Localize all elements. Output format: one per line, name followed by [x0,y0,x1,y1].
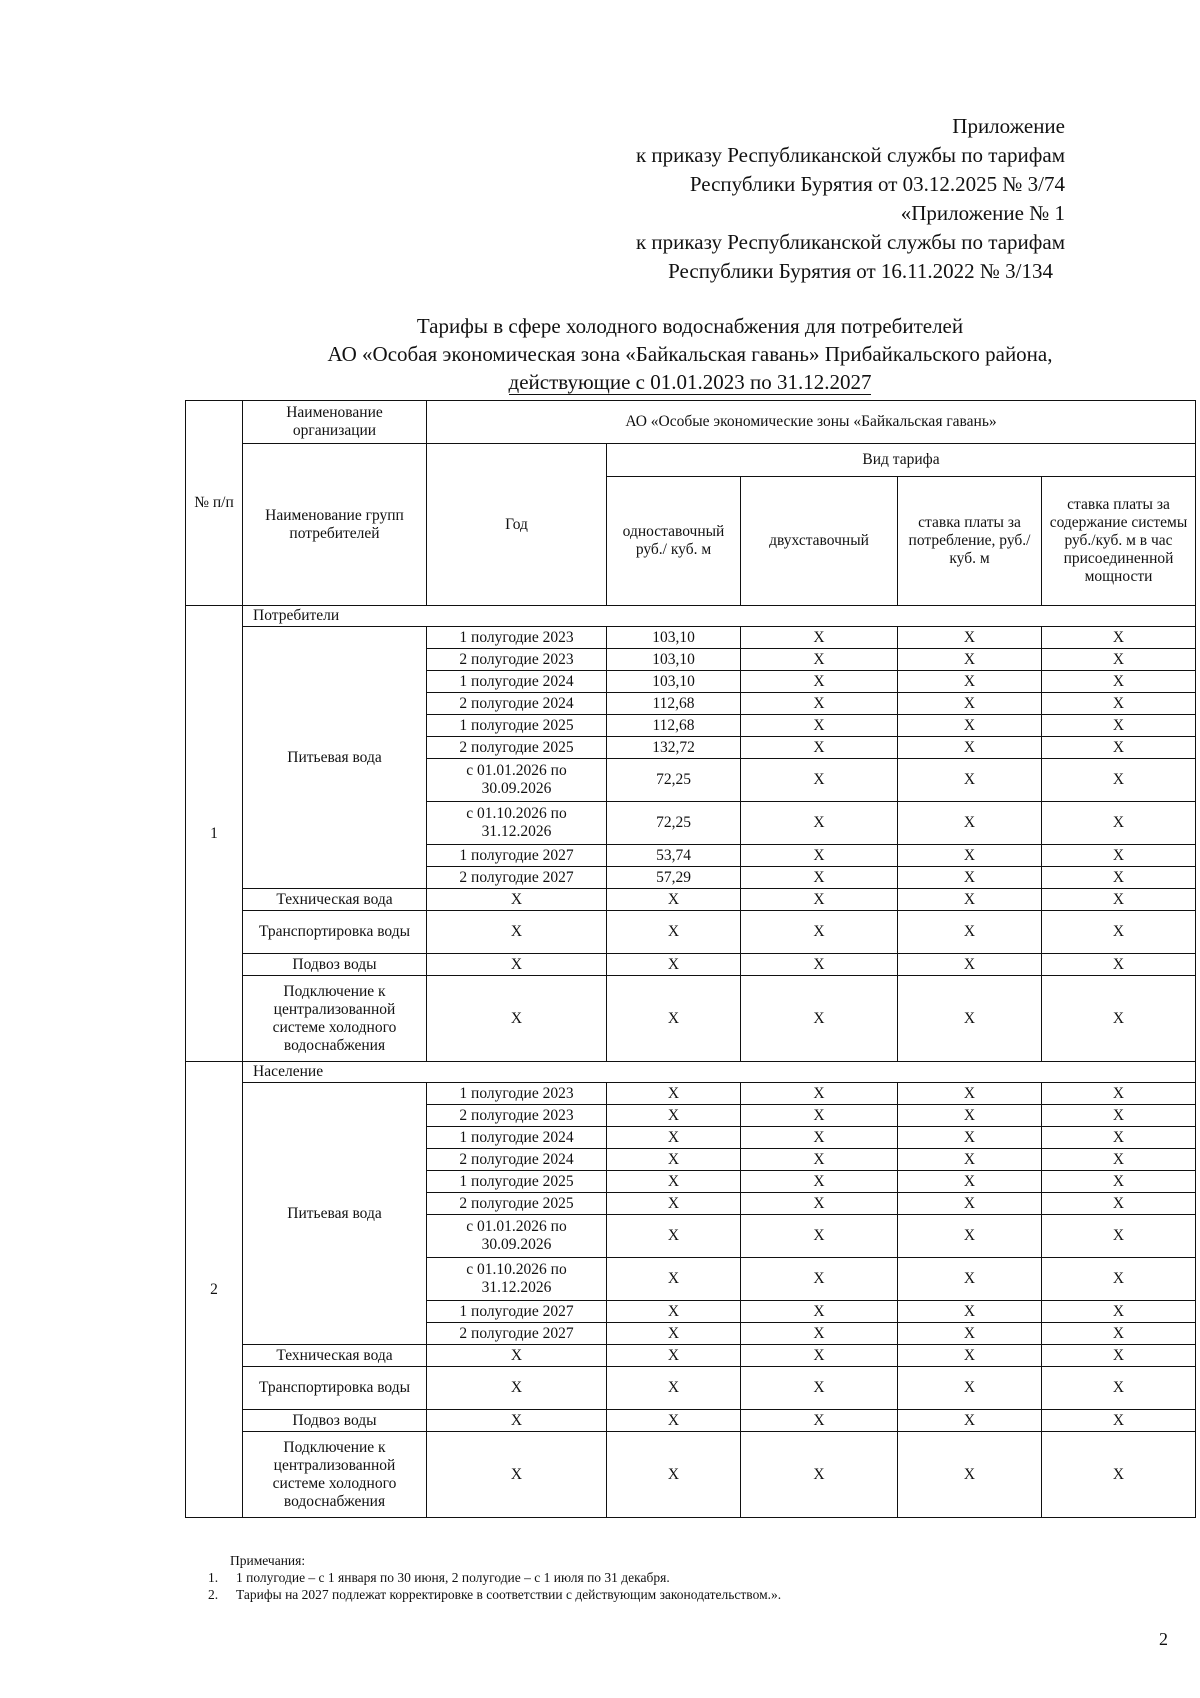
cell-maintenance-rate: X [1042,671,1196,693]
tariff-table [185,400,1196,1518]
cell-two-rate: X [741,1432,898,1518]
cell-single-rate: X [607,1367,741,1410]
cell-consumption-rate: X [898,867,1042,889]
cell-year: 2 полугодие 2025 [427,737,607,759]
cell-consumption-rate: X [898,1105,1042,1127]
cell-single-rate: 53,74 [607,845,741,867]
cell-year: X [427,1345,607,1367]
cell-consumption-rate: X [898,649,1042,671]
document-header [636,112,1065,286]
cell-single-rate: X [607,911,741,954]
cell-single-rate: 72,25 [607,759,741,802]
document-title [185,312,1195,396]
cell-two-rate: X [741,649,898,671]
cell-maintenance-rate: X [1042,1410,1196,1432]
cell-single-rate: X [607,1410,741,1432]
col-header-two-rate: двухставочный [741,477,898,606]
cell-single-rate: X [607,1193,741,1215]
cell-maintenance-rate: X [1042,1171,1196,1193]
cell-maintenance-rate: X [1042,1215,1196,1258]
cell-maintenance-rate: X [1042,1432,1196,1518]
group-name: Подвоз воды [243,954,427,976]
cell-maintenance-rate: X [1042,759,1196,802]
cell-consumption-rate: X [898,671,1042,693]
cell-two-rate: X [741,1345,898,1367]
title-line-2: АО «Особая экономическая зона «Байкальская гавань» Прибайкальского района, [327,342,1053,366]
cell-two-rate: X [741,1258,898,1301]
cell-consumption-rate: X [898,1410,1042,1432]
cell-maintenance-rate: X [1042,627,1196,649]
cell-maintenance-rate: X [1042,976,1196,1062]
cell-maintenance-rate: X [1042,715,1196,737]
table-row [186,889,1196,911]
section-number: 2 [186,1062,243,1518]
cell-maintenance-rate: X [1042,911,1196,954]
cell-single-rate: X [607,954,741,976]
cell-year: 1 полугодие 2025 [427,1171,607,1193]
title-line-3: действующие с 01.01.2023 по 31.12.2027 [508,370,872,394]
table-row [186,606,1196,627]
cell-two-rate: X [741,1127,898,1149]
cell-consumption-rate: X [898,1215,1042,1258]
header-line: к приказу Республиканской службы по тарифам [635,143,1065,167]
cell-year: с 01.10.2026 по 31.12.2026 [427,1258,607,1301]
notes [208,1552,782,1603]
cell-maintenance-rate: X [1042,954,1196,976]
cell-two-rate: X [741,1105,898,1127]
cell-year: 2 полугодие 2025 [427,1193,607,1215]
cell-year: X [427,954,607,976]
cell-single-rate: X [607,976,741,1062]
cell-single-rate: 103,10 [607,627,741,649]
cell-year: 2 полугодие 2027 [427,867,607,889]
cell-single-rate: X [607,1258,741,1301]
cell-year: 1 полугодие 2025 [427,715,607,737]
cell-two-rate: X [741,889,898,911]
cell-two-rate: X [741,802,898,845]
cell-consumption-rate: X [898,911,1042,954]
col-header-consumption-rate: ставка платы за потребление, руб./ куб. м [898,477,1042,606]
cell-consumption-rate: X [898,737,1042,759]
cell-consumption-rate: X [898,1171,1042,1193]
cell-year: X [427,1367,607,1410]
header-line: Республики Бурятия от 03.12.2025 № 3/74 [689,172,1065,196]
cell-consumption-rate: X [898,1193,1042,1215]
cell-single-rate: 57,29 [607,867,741,889]
col-header-single-rate: одноставочный руб./ куб. м [607,477,741,606]
header-line: «Приложение № 1 [900,201,1065,225]
cell-year: 2 полугодие 2024 [427,693,607,715]
cell-two-rate: X [741,1410,898,1432]
cell-year: 1 полугодие 2023 [427,627,607,649]
cell-year: 1 полугодие 2023 [427,1083,607,1105]
cell-year: X [427,889,607,911]
cell-maintenance-rate: X [1042,1345,1196,1367]
cell-maintenance-rate: X [1042,1367,1196,1410]
cell-consumption-rate: X [898,1323,1042,1345]
cell-year: 1 полугодие 2027 [427,1301,607,1323]
cell-maintenance-rate: X [1042,737,1196,759]
col-header-org: Наименование организации [243,401,427,444]
cell-maintenance-rate: X [1042,649,1196,671]
cell-consumption-rate: X [898,1258,1042,1301]
group-name: Подключение к централизованной системе холодного водоснабжения [243,1432,427,1518]
cell-year: X [427,976,607,1062]
table-row [186,911,1196,954]
cell-maintenance-rate: X [1042,1149,1196,1171]
group-name: Техническая вода [243,1345,427,1367]
header-line: Республики Бурятия от 16.11.2022 № 3/134 [668,259,1053,283]
cell-single-rate: X [607,889,741,911]
cell-two-rate: X [741,1215,898,1258]
cell-single-rate: 103,10 [607,671,741,693]
table-row [186,1345,1196,1367]
cell-consumption-rate: X [898,1345,1042,1367]
section-name: Потребители [243,606,1196,627]
col-header-maintenance-rate: ставка платы за содержание системы руб./куб. м в час присоединенной мощности [1042,477,1196,606]
cell-two-rate: X [741,693,898,715]
cell-year: 1 полугодие 2024 [427,1127,607,1149]
cell-single-rate: X [607,1345,741,1367]
cell-single-rate: X [607,1171,741,1193]
cell-year: 2 полугодие 2023 [427,1105,607,1127]
cell-consumption-rate: X [898,759,1042,802]
group-name: Подвоз воды [243,1410,427,1432]
header-line: к приказу Республиканской службы по тарифам [635,230,1065,254]
cell-maintenance-rate: X [1042,693,1196,715]
table-row [186,1083,1196,1105]
table-row [186,976,1196,1062]
cell-single-rate: 103,10 [607,649,741,671]
cell-maintenance-rate: X [1042,889,1196,911]
note-item: 2. Тарифы на 2027 подлежат корректировке в соответствии с действующим законодательством.». [208,1587,782,1602]
cell-two-rate: X [741,715,898,737]
cell-consumption-rate: X [898,1367,1042,1410]
col-header-groups: Наименование групп потребителей [243,444,427,606]
cell-year: X [427,1432,607,1518]
cell-maintenance-rate: X [1042,1258,1196,1301]
table-row [186,1410,1196,1432]
note-item: 1. 1 полугодие – с 1 января по 30 июня, 2 полугодие – с 1 июля по 31 декабря. [208,1570,670,1585]
cell-consumption-rate: X [898,627,1042,649]
cell-two-rate: X [741,759,898,802]
cell-two-rate: X [741,976,898,1062]
title-line-1: Тарифы в сфере холодного водоснабжения для потребителей [416,314,964,338]
cell-two-rate: X [741,1171,898,1193]
col-header-num: № п/п [186,401,243,606]
group-name: Транспортировка воды [243,911,427,954]
notes-title: Примечания: [230,1553,306,1568]
table-row [186,1062,1196,1083]
cell-year: с 01.01.2026 по 30.09.2026 [427,1215,607,1258]
group-name: Подключение к централизованной системе холодного водоснабжения [243,976,427,1062]
cell-two-rate: X [741,1193,898,1215]
cell-maintenance-rate: X [1042,1301,1196,1323]
col-header-year: Год [427,444,607,606]
cell-two-rate: X [741,954,898,976]
cell-consumption-rate: X [898,954,1042,976]
cell-maintenance-rate: X [1042,1323,1196,1345]
group-name: Транспортировка воды [243,1367,427,1410]
cell-year: X [427,1410,607,1432]
cell-maintenance-rate: X [1042,867,1196,889]
cell-maintenance-rate: X [1042,1193,1196,1215]
cell-single-rate: 132,72 [607,737,741,759]
cell-two-rate: X [741,911,898,954]
cell-two-rate: X [741,1149,898,1171]
cell-single-rate: X [607,1105,741,1127]
cell-year: с 01.01.2026 по 30.09.2026 [427,759,607,802]
cell-single-rate: X [607,1083,741,1105]
table-row [186,1367,1196,1410]
page-number: 2 [1159,1629,1168,1649]
cell-single-rate: X [607,1301,741,1323]
cell-two-rate: X [741,867,898,889]
cell-single-rate: 72,25 [607,802,741,845]
cell-year: 2 полугодие 2027 [427,1323,607,1345]
cell-year: 2 полугодие 2023 [427,649,607,671]
cell-maintenance-rate: X [1042,1105,1196,1127]
group-name: Техническая вода [243,889,427,911]
cell-single-rate: X [607,1215,741,1258]
cell-year: 2 полугодие 2024 [427,1149,607,1171]
cell-consumption-rate: X [898,802,1042,845]
group-name-drinking-water: Питьевая вода [243,627,427,889]
cell-single-rate: X [607,1127,741,1149]
cell-single-rate: X [607,1432,741,1518]
table-row [186,627,1196,649]
cell-two-rate: X [741,1323,898,1345]
cell-consumption-rate: X [898,1149,1042,1171]
cell-two-rate: X [741,627,898,649]
cell-consumption-rate: X [898,845,1042,867]
cell-maintenance-rate: X [1042,1083,1196,1105]
cell-two-rate: X [741,1083,898,1105]
cell-two-rate: X [741,1301,898,1323]
section-number: 1 [186,606,243,1062]
section-name: Население [243,1062,1196,1083]
cell-consumption-rate: X [898,715,1042,737]
cell-single-rate: 112,68 [607,693,741,715]
cell-year: X [427,911,607,954]
cell-maintenance-rate: X [1042,802,1196,845]
cell-two-rate: X [741,671,898,693]
col-header-tariff-type: Вид тарифа [607,444,1196,477]
org-name: АО «Особые экономические зоны «Байкальская гавань» [427,401,1196,444]
cell-single-rate: X [607,1149,741,1171]
cell-consumption-rate: X [898,889,1042,911]
group-name-drinking-water: Питьевая вода [243,1083,427,1345]
cell-consumption-rate: X [898,1432,1042,1518]
header-line: Приложение [952,114,1065,138]
cell-maintenance-rate: X [1042,845,1196,867]
table-row [186,954,1196,976]
cell-two-rate: X [741,845,898,867]
cell-consumption-rate: X [898,976,1042,1062]
cell-single-rate: 112,68 [607,715,741,737]
cell-two-rate: X [741,1367,898,1410]
cell-consumption-rate: X [898,693,1042,715]
cell-maintenance-rate: X [1042,1127,1196,1149]
cell-consumption-rate: X [898,1301,1042,1323]
cell-two-rate: X [741,737,898,759]
cell-year: с 01.10.2026 по 31.12.2026 [427,802,607,845]
cell-consumption-rate: X [898,1127,1042,1149]
cell-single-rate: X [607,1323,741,1345]
cell-year: 1 полугодие 2027 [427,845,607,867]
table-row [186,1432,1196,1518]
cell-year: 1 полугодие 2024 [427,671,607,693]
cell-consumption-rate: X [898,1083,1042,1105]
